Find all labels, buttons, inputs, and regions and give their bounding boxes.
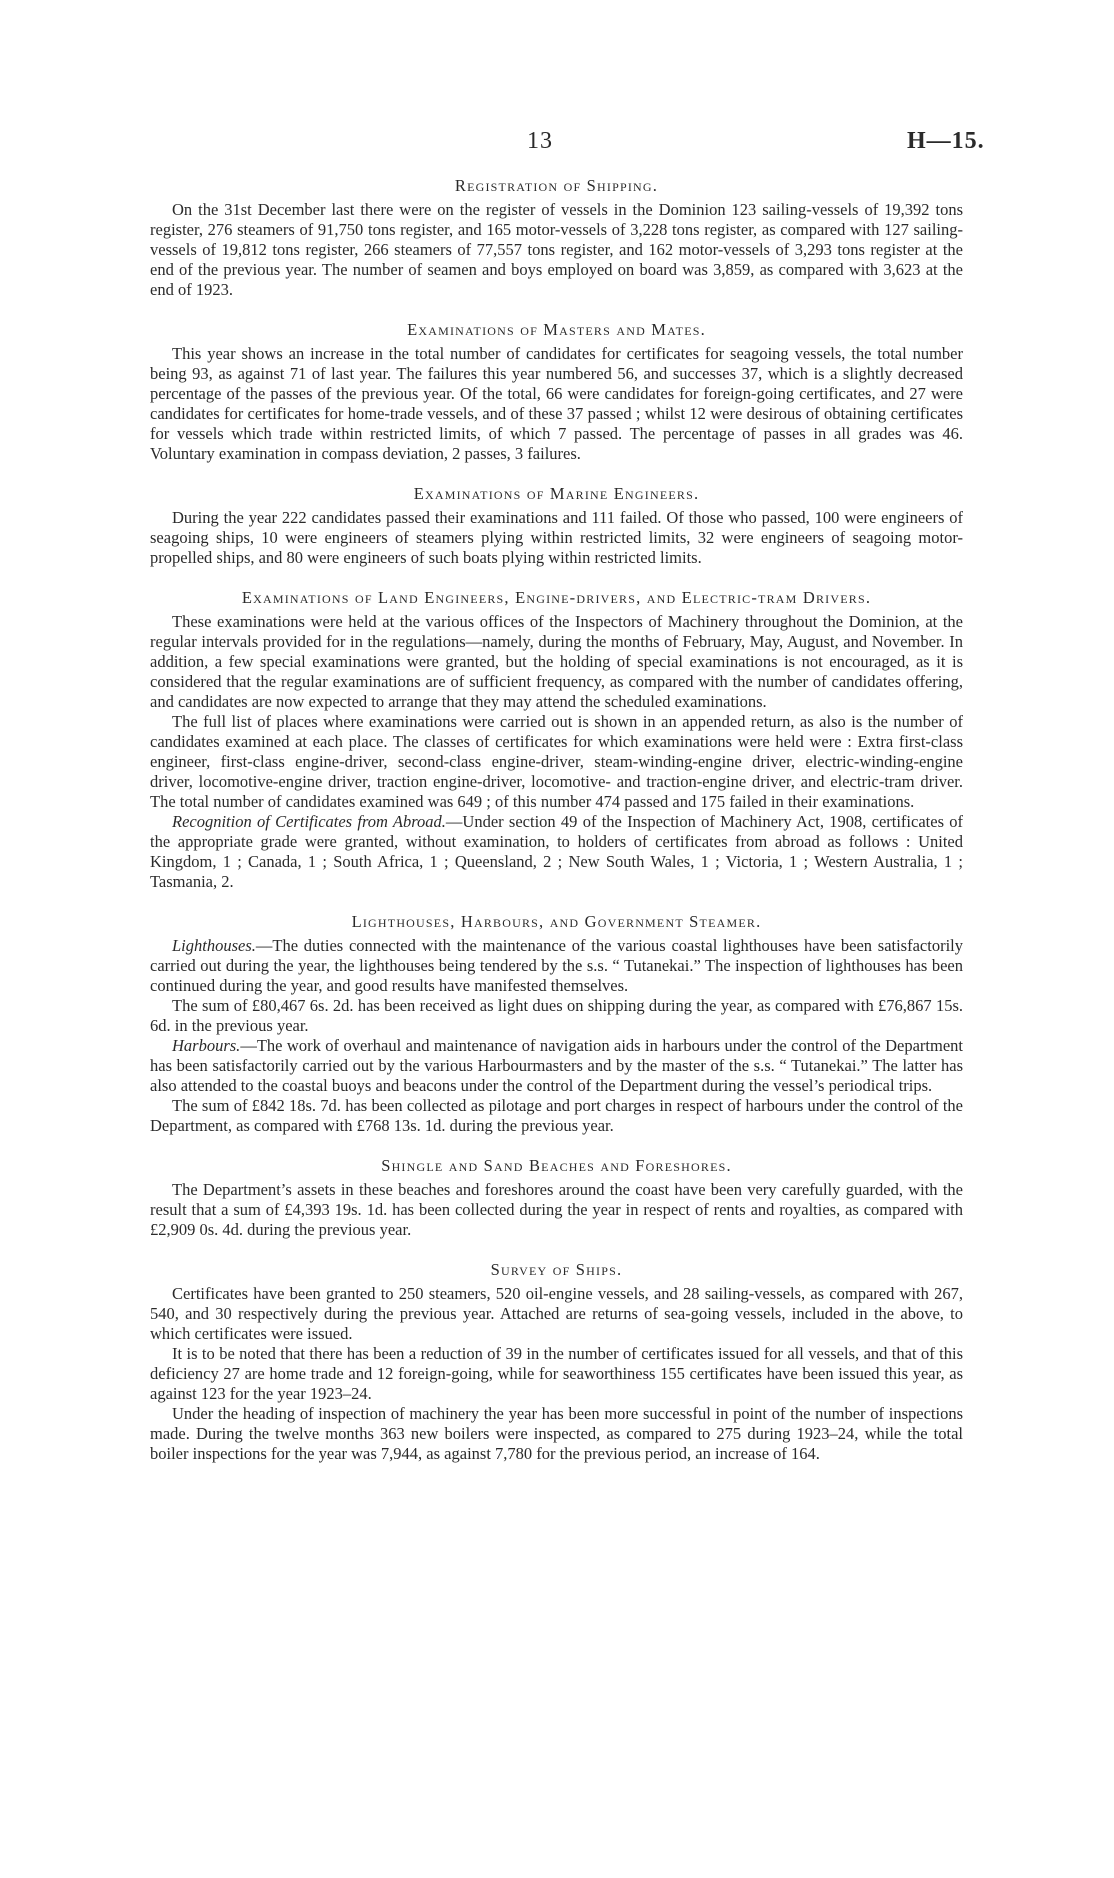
section-land-engineers xyxy=(150,588,963,892)
paragraph xyxy=(150,936,963,996)
paragraph xyxy=(150,1036,963,1096)
paragraph: The full list of places where examinations were carried out is shown in an appended return, as also is the number of candidates examined at each place. The classes of certificates for which examinations were held were : Extra first-class engineer, first-class engine-driver, second-class engine-driver, steam-winding-engine driver, electric-winding-engine driver, locomotive-engine driver, traction engine-driver, locomotive- and traction-engine driver, and electric-tram driver. The total number of candidates examined was 649 ; of this number 474 passed and 175 failed in their examinations. xyxy=(150,712,963,811)
paragraph-text: —The work of overhaul and maintenance of navigation aids in harbours under the control of the Department has been satisfactorily carried out by the various Harbourmasters and by the master of the s.s. “ Tutanekai.” The latter has also attended to the coastal buoys and beacons under the control of the Department during the vessel’s periodical trips. xyxy=(150,1036,963,1095)
section-masters-mates xyxy=(150,320,963,464)
paragraph: On the 31st December last there were on the register of vessels in the Dominion 123 sailing-vessels of 19,392 tons register, 276 steamers of 91,750 tons register, and 165 motor-vessels of 3,228 tons register, as compared with 127 sailing-vessels of 19,812 tons register, 266 steamers of 77,557 tons register, and 162 motor-vessels of 3,293 tons register at the end of the previous year. The number of seamen and boys employed on board was 3,859, as compared with 3,623 at the end of 1923. xyxy=(150,200,963,299)
paragraph: The Department’s assets in these beaches and foreshores around the coast have been very carefully guarded, with the result that a sum of £4,393 19s. 1d. has been collected during the year in respect of rents and royalties, as compared with £2,909 0s. 4d. during the previous year. xyxy=(150,1180,963,1239)
paragraph-label: Harbours. xyxy=(172,1036,241,1055)
section-heading: Examinations of Marine Engineers. xyxy=(413,484,700,503)
paragraph: The sum of £842 18s. 7d. has been collected as pilotage and port charges in respect of harbours under the control of the Department, as compared with £768 13s. 1d. during the previous year. xyxy=(150,1096,963,1135)
page-number: 13 xyxy=(527,128,553,154)
paragraph: These examinations were held at the various offices of the Inspectors of Machinery throughout the Dominion, at the regular intervals provided for in the regulations—namely, during the months of February, May, August, and November. In addition, a few special examinations were granted, but the holding of special examinations is not encouraged, as it is considered that the regular examinations are of sufficient frequency, as compared with the number of candidates offering, and candidates are now expected to arrange that they may attend the scheduled examinations. xyxy=(150,612,963,711)
paragraph xyxy=(150,812,963,892)
section-heading: Shingle and Sand Beaches and Foreshores. xyxy=(381,1156,732,1175)
section-registration xyxy=(150,176,963,300)
section-heading: Examinations of Land Engineers, Engine-drivers, and Electric-tram Drivers. xyxy=(241,588,872,607)
paragraph: Under the heading of inspection of machinery the year has been more successful in point of the number of inspections made. During the twelve months 363 new boilers were inspected, as compared to 275 during 1923–24, while the total boiler inspections for the year was 7,944, as against 7,780 for the previous period, an increase of 164. xyxy=(150,1404,963,1463)
paragraph: The sum of £80,467 6s. 2d. has been received as light dues on shipping during the year, as compared with £76,867 15s. 6d. in the previous year. xyxy=(150,996,963,1035)
section-shingle-beaches xyxy=(150,1156,963,1240)
paragraph-text: —The duties connected with the maintenance of the various coastal lighthouses have been satisfactorily carried out during the year, the lighthouses being tendered by the s.s. “ Tutanekai.” The inspection of lighthouses has been continued during the year, and good results have manifested themselves. xyxy=(150,936,963,995)
paragraph: During the year 222 candidates passed their examinations and 111 failed. Of those who passed, 100 were engineers of seagoing ships, 10 were engineers of steamers plying within restricted limits, 32 were engineers of seagoing motor-propelled ships, and 80 were engineers of such boats plying within restricted limits. xyxy=(150,508,963,567)
section-lighthouses xyxy=(150,912,963,1136)
paragraph: This year shows an increase in the total number of candidates for certificates for seagoing vessels, the total number being 93, as against 71 of last year. The failures this year numbered 56, and successes 37, which is a slightly decreased percentage of the passes of the previous year. Of the total, 66 were candidates for foreign-going certificates, and 27 were candidates for certificates for home-trade vessels, and of these 37 passed ; whilst 12 were desirous of obtaining certificates for vessels which trade within restricted limits, of which 7 passed. The percentage of passes in all grades was 46. Voluntary examination in compass deviation, 2 passes, 3 failures. xyxy=(150,344,963,463)
paragraph-label: Recognition of Certificates from Abroad. xyxy=(172,812,446,831)
page-content xyxy=(150,176,963,1484)
section-heading: Lighthouses, Harbours, and Government Steamer. xyxy=(351,912,762,931)
section-marine-engineers xyxy=(150,484,963,568)
section-survey-ships xyxy=(150,1260,963,1464)
paragraph: It is to be noted that there has been a reduction of 39 in the number of certificates issued for all vessels, and that of this deficiency 27 are home trade and 12 foreign-going, while for seaworthiness 155 certificates have been issued this year, as against 123 for the year 1923–24. xyxy=(150,1344,963,1403)
section-heading: Survey of Ships. xyxy=(490,1260,623,1279)
document-reference: H—15. xyxy=(907,128,985,154)
section-heading: Examinations of Masters and Mates. xyxy=(407,320,706,339)
paragraph: Certificates have been granted to 250 steamers, 520 oil-engine vessels, and 28 sailing-vessels, as compared with 267, 540, and 30 respectively during the previous year. Attached are returns of sea-going vessels, included in the above, to which certificates were issued. xyxy=(150,1284,963,1343)
section-heading: Registration of Shipping. xyxy=(454,176,659,195)
paragraph-text: —Under section 49 of the Inspection of Machinery Act, 1908, certificates of the appropriate grade were granted, without examination, to holders of certificates from abroad as follows : United Kingdom, 1 ; Canada, 1 ; South Africa, 1 ; Queensland, 2 ; New South Wales, 1 ; Victoria, 1 ; Western Australia, 1 ; Tasmania, 2. xyxy=(150,812,964,891)
paragraph-label: Lighthouses. xyxy=(172,936,256,955)
